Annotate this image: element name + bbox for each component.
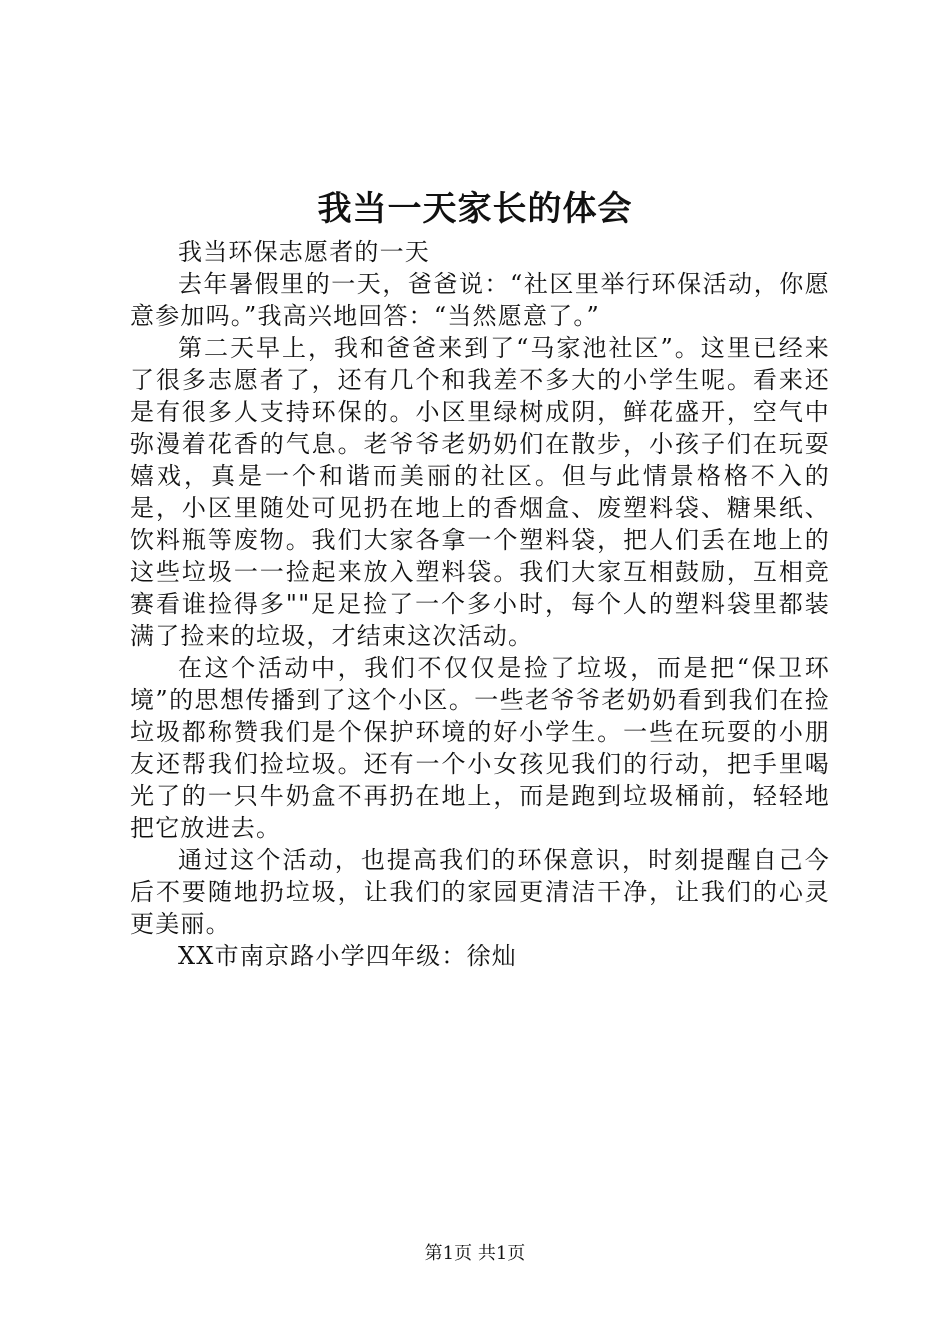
body-paragraph-4: 通过这个活动，也提高我们的环保意识，时刻提醒自己今后不要随地扔垃圾，让我们的家园更清洁干净，让我们的心灵更美丽。 [130,846,830,938]
body-paragraph-2: 第二天早上，我和爸爸来到了“马家池社区”。这里已经来了很多志愿者了，还有几个和我差不多大的小学生呢。看来还是有很多人支持环保的。小区里绿树成阴，鲜花盛开，空气中弥漫着花香的气息。老爷爷老奶奶们在散步，小孩子们在玩耍嬉戏，真是一个和谐而美丽的社区。但与此情景格格不入的是，小区里随处可见扔在地上的香烟盒、废塑料袋、糖果纸、饮料瓶等废物。我们大家各拿一个塑料袋，把人们丢在地上的这些垃圾一一捡起来放入塑料袋。我们大家互相鼓励，互相竞赛看谁捡得多""足足捡了一个多小时，每个人的塑料袋里都装满了捡来的垃圾，才结束这次活动。 [130,334,830,650]
body-paragraph-3: 在这个活动中，我们不仅仅是捡了垃圾，而是把“保卫环境”的思想传播到了这个小区。一些老爷爷老奶奶看到我们在捡垃圾都称赞我们是个保护环境的好小学生。一些在玩耍的小朋友还帮我们捡垃圾。还有一个小女孩见我们的行动，把手里喝光了的一只牛奶盒不再扔在地上，而是跑到垃圾桶前，轻轻地把它放进去。 [130,654,830,842]
body-paragraph-1: 去年暑假里的一天，爸爸说：“社区里举行环保活动，你愿意参加吗。”我高兴地回答：“当然愿意了。” [130,270,830,330]
document-title: 我当一天家长的体会 [317,189,633,229]
author-signature: XX市南京路小学四年级：徐灿 [178,942,517,970]
subtitle-paragraph: 我当环保志愿者的一天 [178,238,430,266]
document-body [130,236,830,972]
page-number-footer: 第1页 共1页 [424,1243,526,1264]
